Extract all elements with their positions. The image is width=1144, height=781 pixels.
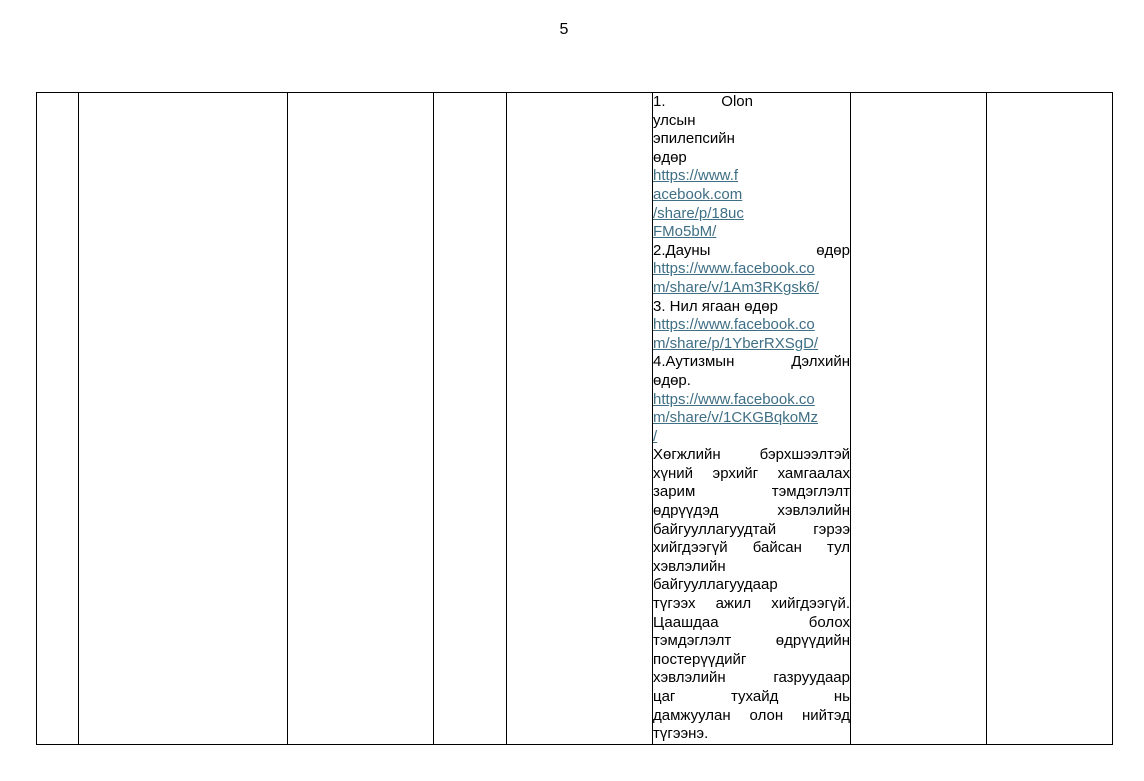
facebook-link-line[interactable]: m/share/p/1YberRXSgD/ bbox=[653, 334, 819, 352]
item-4-link[interactable] bbox=[653, 391, 850, 447]
facebook-link-line[interactable]: https://www.facebook.co bbox=[653, 260, 815, 278]
facebook-link-line[interactable]: FMo5bM/ bbox=[653, 223, 717, 241]
paragraph-line: зарим тэмдэглэлт bbox=[653, 483, 850, 501]
page-number: 5 bbox=[559, 21, 569, 38]
paragraph-line: постерүүдийг bbox=[653, 650, 747, 668]
item-1-title-line: 1. Olon bbox=[653, 93, 753, 110]
paragraph-line: Хөгжлийн бэрхшээлтэй bbox=[653, 446, 850, 464]
table-cell bbox=[434, 93, 507, 745]
paragraph-line: хүний эрхийг хамгаалах bbox=[653, 464, 850, 482]
activity-cell bbox=[653, 93, 851, 745]
paragraph-line: байгууллагуудтай гэрээ bbox=[653, 520, 850, 538]
paragraph-line: түгээнэ. bbox=[653, 725, 709, 743]
facebook-link-line[interactable]: /share/p/18uc bbox=[653, 204, 744, 222]
item-3-title: 3. Нил ягаан өдөр bbox=[653, 297, 778, 315]
table-cell bbox=[288, 93, 434, 745]
paragraph-line: байгууллагуудаар bbox=[653, 576, 778, 594]
facebook-link-line[interactable]: https://www.facebook.co bbox=[653, 390, 815, 408]
paragraph-line: хийгдээгүй байсан тул bbox=[653, 539, 850, 557]
item-2-link[interactable] bbox=[653, 260, 850, 297]
facebook-link-line[interactable]: https://www.f bbox=[653, 167, 739, 185]
report-table bbox=[36, 92, 1113, 745]
facebook-link-line[interactable]: https://www.facebook.co bbox=[653, 316, 815, 334]
table-cell-index bbox=[37, 93, 79, 745]
item-1-title-line: эпилепсийн bbox=[653, 130, 735, 148]
item-2-title: 2.Дауны өдөр bbox=[653, 241, 850, 259]
paragraph-line: хэвлэлийн bbox=[653, 557, 726, 575]
paragraph-line: тэмдэглэлт өдрүүдийн bbox=[653, 632, 850, 650]
facebook-link-line[interactable]: acebook.com bbox=[653, 185, 743, 203]
facebook-link-line[interactable]: / bbox=[653, 427, 658, 445]
item-1-title-line: улсын bbox=[653, 111, 696, 129]
item-1-title bbox=[653, 93, 753, 167]
facebook-link-line[interactable]: m/share/v/1CKGBqkoMz bbox=[653, 409, 819, 427]
item-4-title-line: 4.Аутизмын Дэлхийн bbox=[653, 353, 850, 371]
facebook-link-line[interactable]: m/share/v/1Am3RKgsk6/ bbox=[653, 278, 819, 296]
paragraph-line: хэвлэлийн газруудаар bbox=[653, 669, 850, 687]
paragraph-line: өдрүүдэд хэвлэлийн bbox=[653, 502, 850, 520]
table-cell bbox=[79, 93, 288, 745]
table-cell bbox=[987, 93, 1113, 745]
table-cell bbox=[851, 93, 987, 745]
paragraph-line: дамжуулан олон нийтэд bbox=[653, 706, 850, 724]
status-paragraph bbox=[653, 446, 850, 744]
paragraph-line: цаг тухайд нь bbox=[653, 688, 850, 705]
item-3-link[interactable] bbox=[653, 316, 850, 353]
item-1-title-line: өдөр bbox=[653, 148, 687, 166]
paragraph-line: Цаашдаа болох bbox=[653, 613, 850, 631]
item-4-title-line: өдөр. bbox=[653, 371, 691, 389]
item-4-title bbox=[653, 353, 850, 390]
paragraph-line: түгээх ажил хийгдээгүй. bbox=[653, 595, 850, 613]
table-cell bbox=[507, 93, 653, 745]
item-1-link[interactable] bbox=[653, 167, 850, 241]
